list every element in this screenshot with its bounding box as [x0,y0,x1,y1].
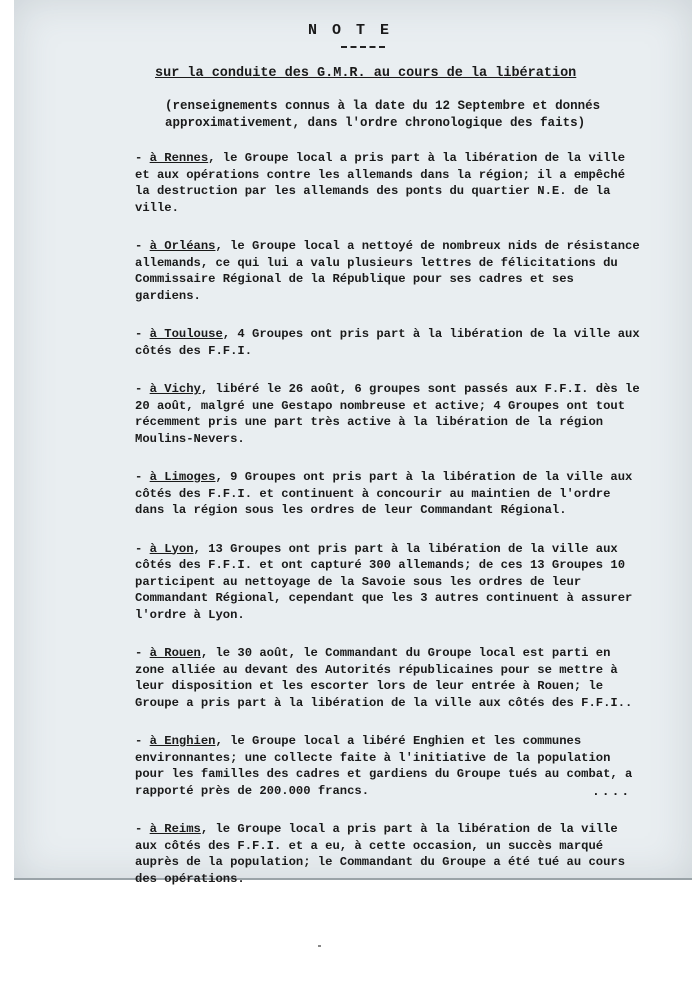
document-title: N O T E [307,22,392,39]
document-subtitle: sur la conduite des G.M.R. au cours de la libération [155,66,577,81]
list-item: - à Rouen, le 30 août, le Commandant du Groupe local est parti en zone alliée au devant des Autorités républicaines pour se mettre à leur disposition et les escorter lors de leur entrée à Rouen; le Groupe a pris part à la libération de la ville aux côtés des F.F.I.. [135,646,633,710]
entry-city: à Orléans [149,239,216,253]
entry-city: à Vichy [149,382,201,396]
list-item: - à Reims, le Groupe local a pris part à la libération de la ville aux côtés des F.F.I. et a eu, à cette occasion, un succès marqué auprès de la population; le Commandant du Groupe a été tué au cours des opérations. [135,822,626,886]
list-item: - à Limoges, 9 Groupes ont pris part à la libération de la ville aux côtés des F.F.I. et continuent à concourir au maintien de l'ordre dans la région sous les ordres de leur Commandant Régional. [135,470,633,517]
list-item: - à Lyon, 13 Groupes ont pris part à la libération de la ville aux côtés des F.F.I. et ont capturé 300 allemands; de ces 13 Groupes 10 participent au nettoyage de la Savoie sous les ordres de leur Commandant Régional, cependant que les 3 autres continuent à assurer l'ordre à Lyon. [135,541,633,622]
entry-city: à Toulouse [149,327,223,341]
entry-city: à Lyon [149,541,194,556]
entry-text: , le Groupe local a libéré Enghien et les communes environnantes; une collecte faite à l'initiative de la population pour les familles des cadres et gardiens du Groupe tués au combat, a rapporté près de 200.000 francs. [135,734,633,798]
entry-text: , 4 Groupes ont pris part à la libération de la ville aux côtés des F.F.I. [135,327,640,358]
scan-speck [318,945,321,947]
entry-city: à Enghien [149,734,216,748]
list-item: - à Enghien, le Groupe local a libéré Enghien et les communes environnantes; une collecte faite à l'initiative de la population pour les familles des cadres et gardiens du Groupe tués au combat, a rapporté près de 200.000 francs. [135,734,633,798]
entry-text: , le 30 août, le Commandant du Groupe local est parti en zone alliée au devant des Autorités républicaines pour se mettre à leur disposition et les escorter lors de leur entrée à Rouen; le Groupe a pris part à la libération de la ville aux côtés des F.F.I.. [135,646,633,710]
list-item: - à Toulouse, 4 Groupes ont pris part à la libération de la ville aux côtés des F.F.I. [135,327,640,358]
continuation-dots: .... [592,784,632,799]
entry-city: à Limoges [149,470,216,484]
list-item: - à Orléans, le Groupe local a nettoyé de nombreux nids de résistance allemands, ce qui lui a valu plusieurs lettres de félicitations du Commissaire Régional de la République pour ses cadres et ses gardiens. [135,239,640,303]
list-item: - à Rennes, le Groupe local a pris part à la libération de la ville et aux opérations contre les allemands dans la région; il a empêché la destruction par les allemands des ponts du quartier N.E. de la ville. [135,151,626,215]
entry-text: , le Groupe local a nettoyé de nombreux nids de résistance allemands, ce qui lui a valu plusieurs lettres de félicitations du Commissaire Régional de la République pour ses cadres et ses gardiens. [135,239,640,303]
entry-text: , libéré le 26 août, 6 groupes sont passés aux F.F.I. dès le 20 août, malgré une Gestapo nombreuse et active; 4 Groupes ont tout récemment pris une part très active à la libération de la région Moulins-Nevers. [135,382,640,446]
entry-city: à Rennes [149,151,209,165]
document-note: (renseignements connus à la date du 12 Septembre et donnés approximativement, dans l'ordre chronologique des faits) [165,99,601,130]
title-underline [341,46,385,48]
entry-text: , le Groupe local a pris part à la libération de la ville et aux opérations contre les allemands dans la région; il a empêché la destruction par les allemands des ponts du quartier N.E. de la ville. [135,151,626,215]
entry-city: à Reims [149,822,201,836]
entry-text: , 9 Groupes ont pris part à la libération de la ville aux côtés des F.F.I. et continuent à concourir au maintien de l'ordre dans la région sous les ordres de leur Commandant Régional. [135,470,633,517]
entry-city: à Rouen [149,646,201,660]
entry-text: , le Groupe local a pris part à la libération de la ville aux côtés des F.F.I. et a eu, à cette occasion, un succès marqué auprès de la population; le Commandant du Groupe a été tué au cours des opérations. [135,822,626,886]
list-item: - à Vichy, libéré le 26 août, 6 groupes sont passés aux F.F.I. dès le 20 août, malgré une Gestapo nombreuse et active; 4 Groupes ont tout récemment pris une part très active à la libération de la région Moulins-Nevers. [135,382,640,446]
entry-text: , 13 Groupes ont pris part à la libération de la ville aux côtés des F.F.I. et ont capturé 300 allemands; de ces 13 Groupes 10 participent au nettoyage de la Savoie sous les ordres de leur Commandant Régional, cependant que les 3 autres continuent à assurer l'ordre à Lyon. [135,541,633,622]
entries-list [135,150,645,909]
